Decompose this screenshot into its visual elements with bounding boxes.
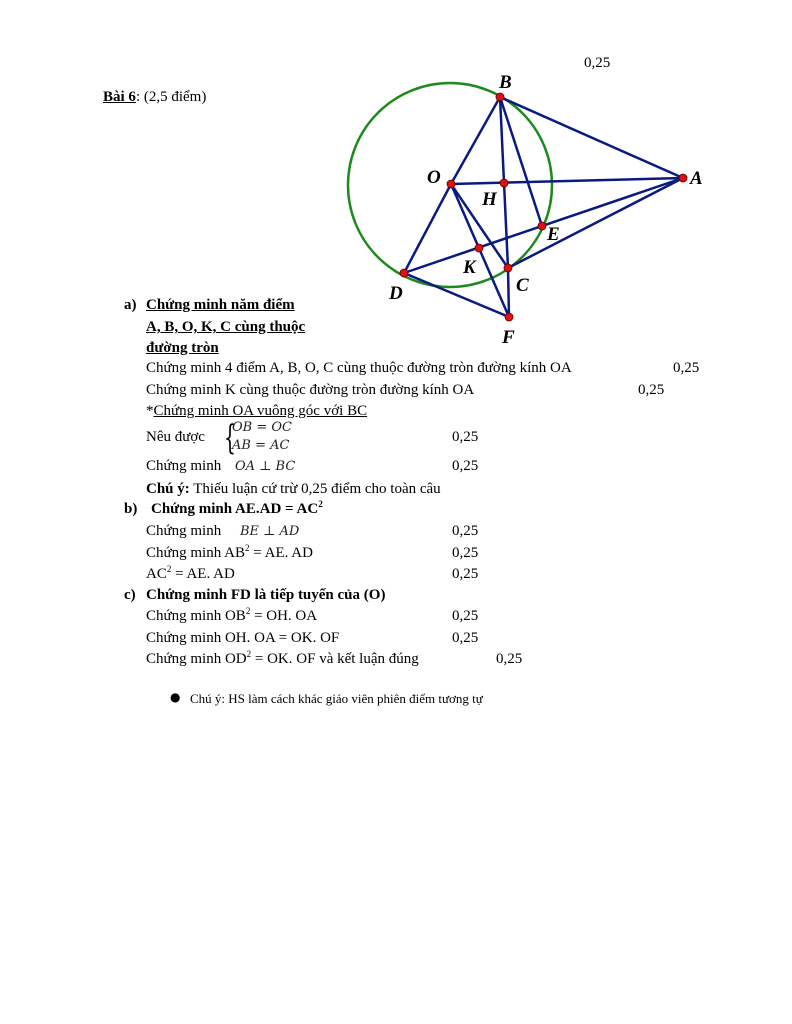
- segment-bo: [451, 97, 500, 184]
- part-a-line2-score: 0,25: [638, 382, 665, 398]
- figure-labels: [388, 72, 703, 348]
- part-a-line4-score: 0,25: [452, 429, 479, 445]
- part-a-note-label: Chú ý:: [146, 481, 190, 497]
- point-h: [500, 179, 508, 187]
- point-c: [504, 264, 512, 272]
- point-e: [538, 222, 546, 230]
- equation-ob-oc: OB = OC: [232, 420, 292, 435]
- part-b-line2-post: = AE. AD: [249, 545, 313, 561]
- part-b-line3-post: = AE. AD: [171, 566, 235, 582]
- part-a-line1: Chứng minh 4 điểm A, B, O, C cùng thuộc đường tròn đường kính OA: [146, 360, 572, 376]
- bullet-icon: ●: [170, 690, 181, 704]
- part-c-line1: [146, 607, 317, 625]
- point-f: [505, 313, 513, 321]
- part-a-heading-line1: Chứng minh năm điểm: [146, 297, 295, 313]
- part-b-line2-pre: Chứng minh AB: [146, 545, 245, 561]
- label-o: O: [427, 167, 441, 188]
- part-a-line5-score: 0,25: [452, 458, 479, 474]
- segment-ca: [508, 178, 683, 268]
- point-d: [400, 269, 408, 277]
- part-b-heading-text: Chứng minh AE.AD = AC: [151, 501, 319, 517]
- label-a: A: [690, 168, 703, 189]
- part-b-line2-sup: 2: [244, 543, 250, 553]
- part-b-line1: Chứng minh: [146, 523, 222, 539]
- part-b-marker: b): [124, 501, 138, 517]
- part-b-line3-pre: AC: [146, 566, 167, 582]
- point-o: [447, 180, 455, 188]
- part-b-heading: [151, 500, 323, 518]
- part-c-line1-pre: Chứng minh OB: [146, 608, 246, 624]
- part-c-line2-score: 0,25: [452, 630, 479, 646]
- brace-icon: {: [224, 418, 236, 458]
- figure-lines: [404, 97, 683, 317]
- problem-number: Bài 6: [103, 89, 136, 105]
- part-b-line3-score: 0,25: [452, 566, 479, 582]
- segment-ba: [500, 97, 683, 178]
- part-c-line2: Chứng minh OH. OA = OK. OF: [146, 630, 340, 646]
- geometry-figure: [0, 0, 792, 360]
- part-c-line3: [146, 650, 419, 668]
- part-c-line3-sup: 2: [246, 649, 252, 659]
- segment-cf: [508, 268, 509, 317]
- segment-oa: [451, 178, 683, 184]
- point-k: [475, 244, 483, 252]
- part-a-heading-line3: đường tròn: [146, 340, 219, 356]
- label-f: F: [502, 327, 515, 348]
- label-k: K: [463, 257, 476, 278]
- label-b: B: [499, 72, 512, 93]
- part-b-line3: [146, 565, 235, 583]
- part-a-line3: [146, 402, 367, 420]
- part-c-line1-sup: 2: [245, 606, 251, 616]
- part-b-heading-sup: 2: [318, 499, 323, 509]
- part-a-note: [146, 480, 441, 498]
- part-b-line1-math: BE ⊥ AD: [240, 524, 300, 539]
- part-b-line2: [146, 544, 313, 562]
- equation-ab-ac: AB = AC: [232, 438, 290, 453]
- point-a: [679, 174, 687, 182]
- label-d: D: [389, 283, 403, 304]
- part-a-marker: a): [124, 297, 137, 313]
- footer-note: Chú ý: HS làm cách khác giáo viên phiên điểm tương tự: [190, 691, 483, 706]
- part-c-line3-pre: Chứng minh OD: [146, 651, 247, 667]
- point-b: [496, 93, 504, 101]
- part-a-line3-text: Chứng minh OA vuông góc với BC: [153, 403, 368, 419]
- part-a-heading-line2: A, B, O, K, C cùng thuộc: [146, 319, 306, 335]
- part-a-note-text: Thiếu luận cứ trừ 0,25 điểm cho toàn câu: [189, 481, 441, 497]
- top-score: 0,25: [584, 55, 611, 71]
- part-b-line1-score: 0,25: [452, 523, 479, 539]
- label-e: E: [547, 224, 560, 245]
- problem-points: : (2,5 điểm): [135, 89, 207, 105]
- part-a-line3-prefix: *: [146, 403, 154, 419]
- part-c-heading: Chứng minh FD là tiếp tuyến của (O): [146, 587, 386, 603]
- part-a-line5-math: OA ⊥ BC: [235, 459, 296, 474]
- part-a-line4: Nêu được: [146, 429, 205, 445]
- part-a-line5: Chứng minh: [146, 458, 222, 474]
- label-c: C: [516, 275, 529, 296]
- part-a-line1-score: 0,25: [673, 360, 700, 376]
- part-a-line2: Chứng minh K cùng thuộc đường tròn đường kính OA: [146, 382, 475, 398]
- part-b-line3-sup: 2: [166, 564, 172, 574]
- part-b-line2-score: 0,25: [452, 545, 479, 561]
- part-c-line3-post: = OK. OF và kết luận đúng: [251, 651, 419, 667]
- label-h: H: [482, 189, 497, 210]
- part-c-line1-post: = OH. OA: [250, 608, 318, 624]
- part-c-marker: c): [124, 587, 136, 603]
- part-c-line3-score: 0,25: [496, 651, 523, 667]
- part-c-line1-score: 0,25: [452, 608, 479, 624]
